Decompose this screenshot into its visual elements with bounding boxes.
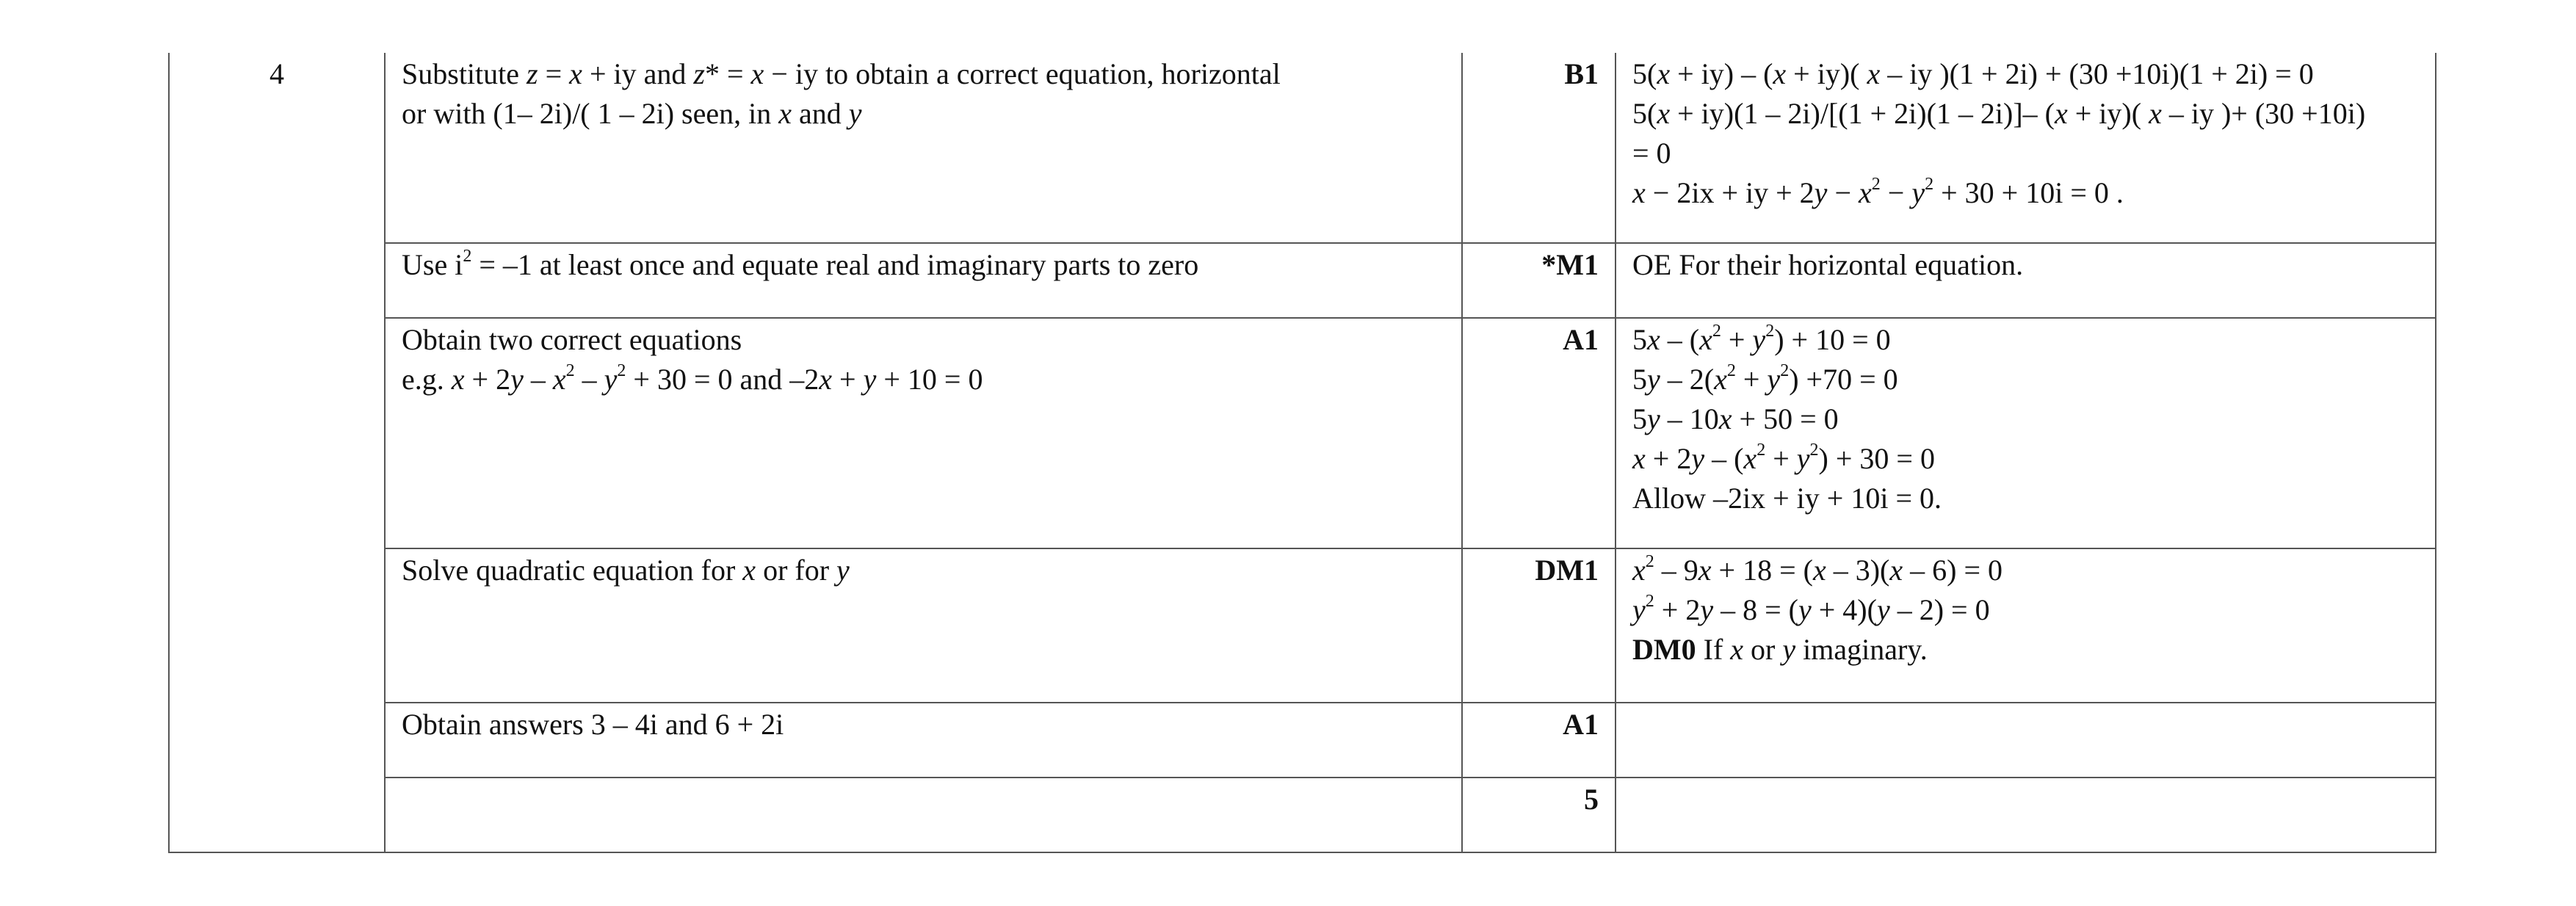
guidance-line: x − 2ix + iy + $2y - x^2 - y^2 + 30 + 10i = 0$ .: [1632, 174, 2124, 209]
answer-line: e.g. $x + 2y - x^2 - y^2 + 30 = 0$ and –2x + y + 10 = 0: [402, 360, 983, 396]
guidance-line: 5y – 10x + 50 = 0: [1632, 402, 1839, 435]
answer-cell: [385, 778, 1462, 852]
guidance-line: $5x - (x^2 + y^2) + 10 = 0$: [1632, 321, 1891, 356]
mark-cell: A1: [1462, 318, 1616, 548]
answer-line: Obtain answers 3 – 4i and 6 + 2i: [402, 708, 784, 741]
guidance-line: 5(x + iy) – (x + iy)( x – iy )(1 + 2i) + (30 +10i)(1 + 2i) = 0: [1632, 57, 2314, 90]
guidance-cell: [1616, 548, 2436, 703]
answer-cell: [385, 243, 1462, 318]
table-row: [169, 778, 2436, 852]
guidance-line: 5(x + iy)(1 – 2i)/[(1 + 2i)(1 – 2i)]– (x + iy)( x – iy )+ (30 +10i): [1632, 97, 2366, 130]
table-row: [169, 318, 2436, 548]
guidance-line: $y^2 + 2y - 8 = (y + 4)(y - 2) = 0$: [1632, 591, 1990, 626]
guidance-cell: [1616, 318, 2436, 548]
table-row: [169, 548, 2436, 703]
guidance-cell: [1616, 243, 2436, 318]
answer-cell: [385, 318, 1462, 548]
answer-cell: [385, 548, 1462, 703]
mark-scheme-table: [168, 53, 2436, 853]
guidance-line: = 0: [1632, 137, 1671, 170]
answer-cell: [385, 703, 1462, 778]
guidance-cell: [1616, 703, 2436, 778]
guidance-cell: [1616, 778, 2436, 852]
table-row: [169, 703, 2436, 778]
total-mark-cell: 5: [1462, 778, 1616, 852]
answer-cell: [385, 53, 1462, 243]
guidance-line: $x^2 - 9x + 18 = (x - 3)(x - 6) = 0$: [1632, 551, 2003, 587]
mark-cell: A1: [1462, 703, 1616, 778]
mark-cell: *M1: [1462, 243, 1616, 318]
table-row: [169, 243, 2436, 318]
guidance-line: OE For their horizontal equation.: [1632, 248, 2024, 281]
guidance-line: $x + 2y - (x^2 + y^2) + 30 = 0$: [1632, 440, 1935, 475]
guidance-line: DM0 If x or y imaginary.: [1632, 633, 1928, 666]
guidance-cell: [1616, 53, 2436, 243]
table-row: [169, 53, 2436, 243]
mark-cell: B1: [1462, 53, 1616, 243]
mark-cell: DM1: [1462, 548, 1616, 703]
answer-line: Substitute z = x + iy and z* = x − iy to obtain a correct equation, horizontal: [402, 57, 1281, 90]
answer-line: Solve quadratic equation for x or for y: [402, 554, 850, 587]
guidance-line: Allow –2ix + iy + 10i = 0.: [1632, 482, 1942, 515]
answer-line: Obtain two correct equations: [402, 323, 742, 356]
answer-line: or with (1– 2i)/( 1 – 2i) seen, in x and y: [402, 97, 862, 130]
answer-line: Use $i^2 = -1$ at least once and equate real and imaginary parts to zero: [402, 246, 1199, 281]
guidance-line: $5y - 2(x^2 + y^2) +70 = 0$: [1632, 360, 1898, 396]
question-number: 4: [169, 53, 385, 852]
